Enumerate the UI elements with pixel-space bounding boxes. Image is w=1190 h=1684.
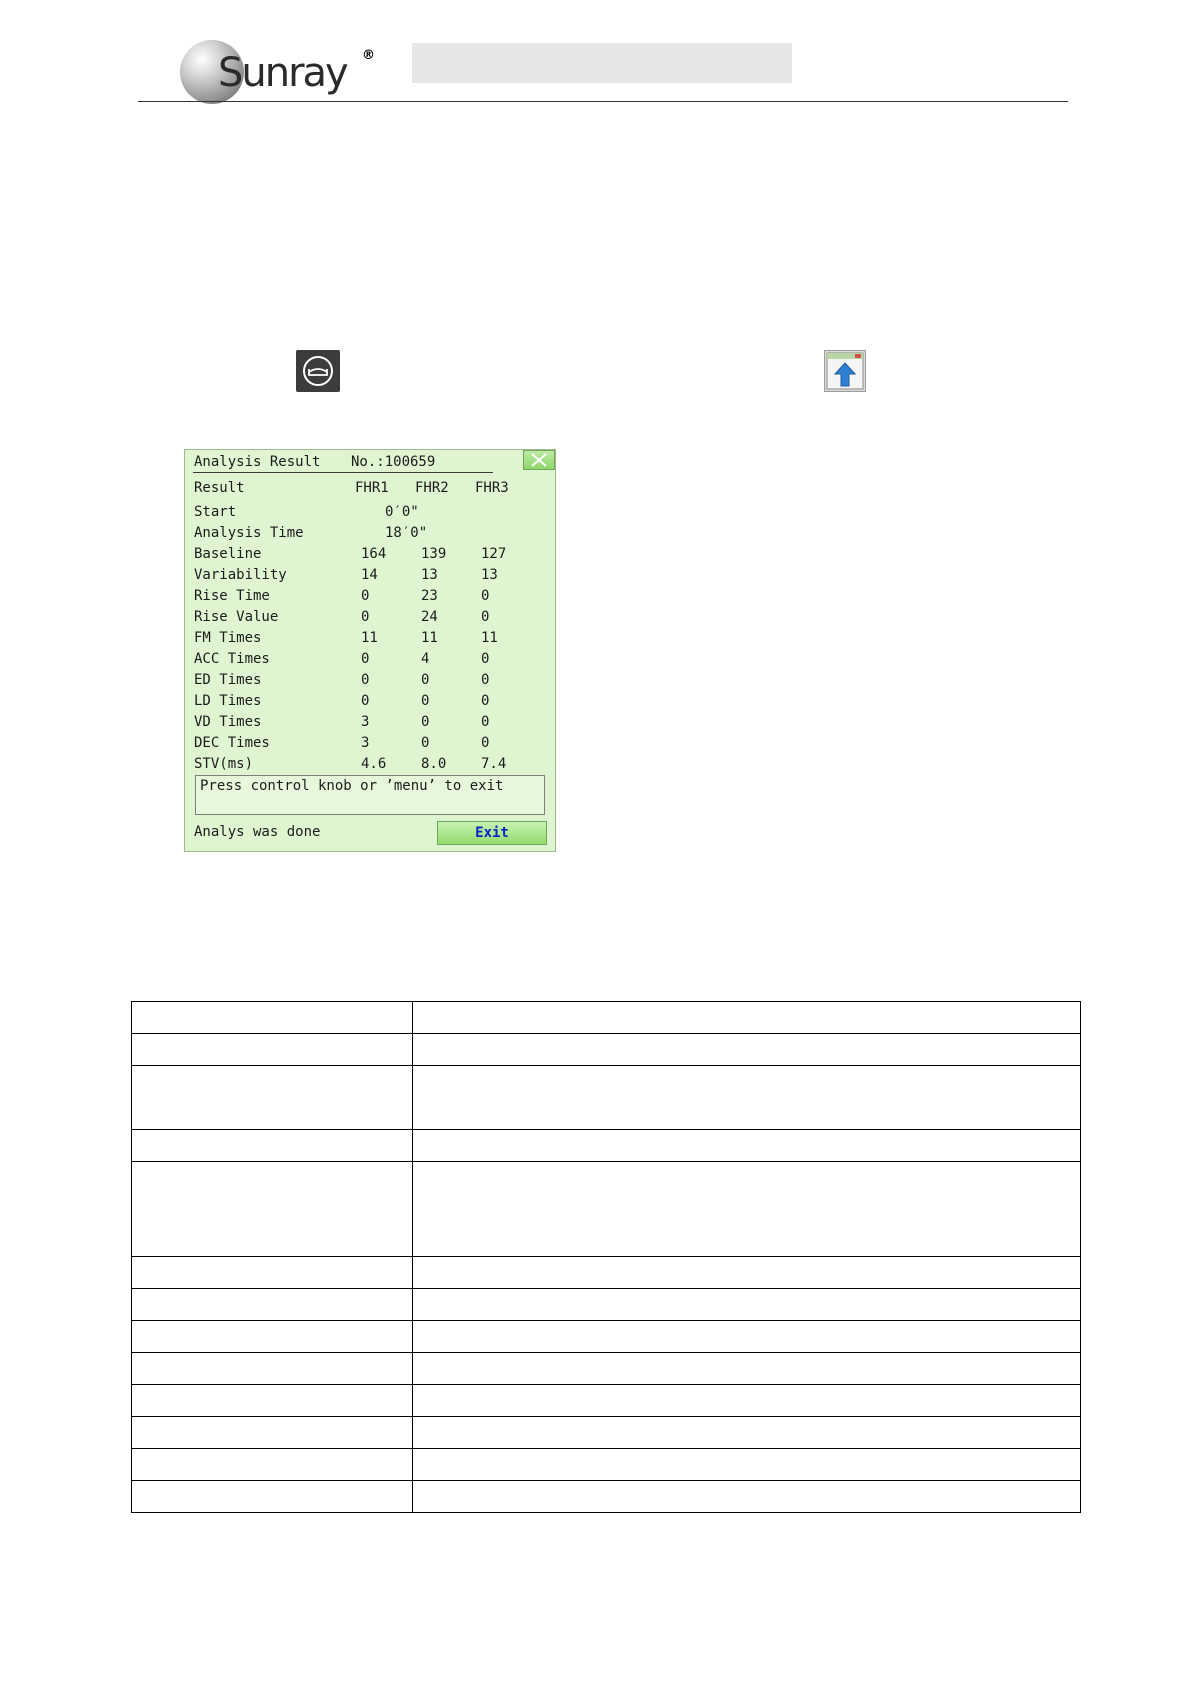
table-cell bbox=[413, 1417, 1081, 1449]
table-cell bbox=[413, 1321, 1081, 1353]
table-cell bbox=[132, 1034, 413, 1066]
result-header: Result bbox=[194, 480, 245, 496]
fhr1-header: FHR1 bbox=[355, 480, 389, 496]
row-fhr1: 11 bbox=[361, 630, 378, 646]
table-cell bbox=[413, 1353, 1081, 1385]
title-underline bbox=[193, 472, 493, 473]
row-fhr1: 0 bbox=[361, 693, 370, 709]
table-cell bbox=[132, 1066, 413, 1130]
row-fhr2: 13 bbox=[421, 567, 438, 583]
table-cell bbox=[413, 1257, 1081, 1289]
row-label: FM Times bbox=[194, 630, 262, 646]
table-cell bbox=[413, 1289, 1081, 1321]
row-fhr3: 0 bbox=[481, 693, 490, 709]
table-cell bbox=[413, 1034, 1081, 1066]
row-fhr3: 0 bbox=[481, 672, 490, 688]
analysis-time-label: Analysis Time bbox=[194, 525, 304, 541]
row-fhr2: 0 bbox=[421, 693, 430, 709]
header-rule bbox=[138, 101, 1068, 102]
row-label: DEC Times bbox=[194, 735, 270, 751]
row-label: Baseline bbox=[194, 546, 262, 562]
start-label: Start bbox=[194, 504, 237, 520]
row-label: LD Times bbox=[194, 693, 262, 709]
table-cell bbox=[132, 1417, 413, 1449]
row-fhr1: 0 bbox=[361, 588, 370, 604]
row-label: Rise Value bbox=[194, 609, 279, 625]
row-label: ACC Times bbox=[194, 651, 270, 667]
table-cell bbox=[413, 1066, 1081, 1130]
row-fhr1: 4.6 bbox=[361, 756, 387, 772]
row-label: STV(ms) bbox=[194, 756, 254, 772]
table-cell bbox=[132, 1353, 413, 1385]
row-label: ED Times bbox=[194, 672, 262, 688]
table-cell bbox=[413, 1162, 1081, 1257]
status-text: Analys was done bbox=[194, 824, 321, 840]
row-fhr3: 0 bbox=[481, 609, 490, 625]
row-fhr3: 0 bbox=[481, 714, 490, 730]
close-button[interactable] bbox=[523, 450, 555, 470]
control-knob-icon bbox=[296, 350, 340, 392]
row-fhr3: 127 bbox=[481, 546, 507, 562]
row-fhr1: 14 bbox=[361, 567, 378, 583]
fhr3-header: FHR3 bbox=[475, 480, 509, 496]
registered-mark: ® bbox=[362, 48, 375, 63]
row-fhr3: 0 bbox=[481, 735, 490, 751]
analysis-result-dialog bbox=[184, 449, 556, 852]
upload-arrow-icon bbox=[824, 350, 866, 392]
sunray-logo bbox=[180, 38, 375, 104]
row-label: Rise Time bbox=[194, 588, 270, 604]
row-fhr1: 0 bbox=[361, 609, 370, 625]
row-fhr3: 7.4 bbox=[481, 756, 507, 772]
row-fhr2: 11 bbox=[421, 630, 438, 646]
row-fhr3: 0 bbox=[481, 588, 490, 604]
start-value: 0′0" bbox=[385, 504, 419, 520]
analysis-time-value: 18′0" bbox=[385, 525, 428, 541]
row-fhr2: 8.0 bbox=[421, 756, 447, 772]
close-icon bbox=[530, 453, 548, 467]
row-fhr1: 0 bbox=[361, 672, 370, 688]
row-fhr2: 4 bbox=[421, 651, 430, 667]
fhr2-header: FHR2 bbox=[415, 480, 449, 496]
table-cell bbox=[413, 1385, 1081, 1417]
table-cell bbox=[132, 1257, 413, 1289]
row-fhr3: 11 bbox=[481, 630, 498, 646]
row-fhr2: 0 bbox=[421, 714, 430, 730]
table-cell bbox=[132, 1385, 413, 1417]
row-fhr2: 0 bbox=[421, 672, 430, 688]
row-label: Variability bbox=[194, 567, 287, 583]
exit-button[interactable]: Exit bbox=[437, 821, 547, 845]
row-fhr1: 164 bbox=[361, 546, 387, 562]
table-cell bbox=[413, 1130, 1081, 1162]
row-fhr1: 3 bbox=[361, 735, 370, 751]
row-fhr2: 0 bbox=[421, 735, 430, 751]
row-fhr3: 0 bbox=[481, 651, 490, 667]
exit-hint-message: Press control knob or ’menu’ to exit bbox=[195, 775, 545, 815]
table-cell bbox=[413, 1481, 1081, 1513]
row-fhr2: 24 bbox=[421, 609, 438, 625]
row-fhr3: 13 bbox=[481, 567, 498, 583]
table-cell bbox=[413, 1449, 1081, 1481]
description-table bbox=[131, 1001, 1081, 1513]
table-cell bbox=[132, 1289, 413, 1321]
row-fhr2: 139 bbox=[421, 546, 447, 562]
table-cell bbox=[413, 1002, 1081, 1034]
table-cell bbox=[132, 1449, 413, 1481]
table-cell bbox=[132, 1002, 413, 1034]
row-label: VD Times bbox=[194, 714, 262, 730]
table-cell bbox=[132, 1130, 413, 1162]
table-cell bbox=[132, 1481, 413, 1513]
table-cell bbox=[132, 1321, 413, 1353]
table-cell bbox=[132, 1162, 413, 1257]
row-fhr1: 0 bbox=[361, 651, 370, 667]
row-fhr2: 23 bbox=[421, 588, 438, 604]
record-number: No.:100659 bbox=[351, 454, 436, 470]
header-title-bar bbox=[412, 43, 792, 83]
dialog-title: Analysis Result bbox=[194, 454, 321, 470]
logo-wordmark: Sunray bbox=[218, 50, 347, 96]
row-fhr1: 3 bbox=[361, 714, 370, 730]
